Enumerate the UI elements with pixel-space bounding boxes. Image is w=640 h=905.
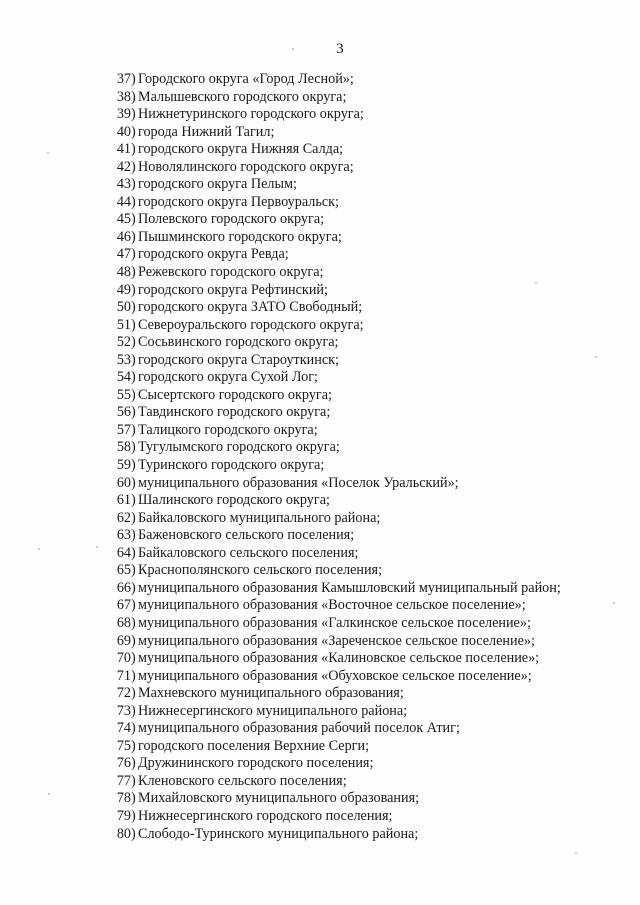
list-item-text: Краснополянского сельского поселения;	[138, 562, 383, 579]
list-item-paren: )	[131, 474, 136, 491]
list-item-paren: )	[131, 650, 136, 667]
municipality-list	[112, 71, 632, 843]
list-item	[112, 650, 632, 668]
list-item	[112, 194, 632, 212]
list-item-paren: )	[131, 492, 136, 509]
list-item	[112, 264, 632, 282]
list-item-number: 78	[116, 790, 131, 807]
list-item-text: города Нижний Тагил;	[138, 123, 275, 140]
list-item-number: 80	[116, 825, 131, 842]
list-item-paren: )	[131, 772, 136, 789]
list-item-text: Малышевского городского округа;	[138, 88, 347, 105]
list-item-paren: )	[131, 807, 136, 824]
list-item	[112, 246, 632, 264]
list-item-text: Нижнесергинского городского поселения;	[138, 807, 393, 824]
scan-speck	[47, 152, 49, 154]
list-item-number: 40	[116, 123, 131, 140]
list-item-text: Байкаловского сельского поселения;	[138, 544, 359, 561]
list-item-text: Слободо-Туринского муниципального района;	[138, 825, 419, 842]
list-item-number: 70	[116, 650, 131, 667]
list-item-paren: )	[131, 141, 136, 158]
list-item-number: 59	[116, 457, 131, 474]
list-item	[112, 492, 632, 510]
list-item-paren: )	[131, 439, 136, 456]
list-item-paren: )	[131, 176, 136, 193]
list-item-paren: )	[131, 246, 136, 263]
list-item-paren: )	[131, 334, 136, 351]
list-item-number: 71	[116, 667, 131, 684]
list-item-number: 62	[116, 509, 131, 526]
list-item-paren: )	[131, 281, 136, 298]
list-item-number: 66	[116, 579, 131, 596]
list-item-paren: )	[131, 299, 136, 316]
list-item	[112, 527, 632, 545]
list-item-paren: )	[131, 562, 136, 579]
list-item-number: 73	[116, 702, 131, 719]
list-item-text: городского округа Ревда;	[138, 246, 289, 263]
list-item	[112, 808, 632, 826]
list-item-number: 72	[116, 685, 131, 702]
list-item-number: 53	[116, 351, 131, 368]
list-item-paren: )	[131, 544, 136, 561]
list-item-number: 50	[116, 299, 131, 316]
list-item-paren: )	[131, 211, 136, 228]
list-item-text: Режевского городского округа;	[138, 264, 324, 281]
list-item	[112, 738, 632, 756]
scan-speck	[292, 48, 294, 50]
list-item-number: 43	[116, 176, 131, 193]
list-item	[112, 826, 632, 844]
list-item-paren: )	[131, 509, 136, 526]
scan-speck	[96, 546, 98, 548]
list-item-number: 55	[116, 386, 131, 403]
list-item	[112, 790, 632, 808]
list-item-paren: )	[131, 316, 136, 333]
scan-speck	[575, 852, 577, 854]
list-item-paren: )	[131, 193, 136, 210]
list-item	[112, 773, 632, 791]
list-item	[112, 562, 632, 580]
list-item	[112, 685, 632, 703]
page-number: 3	[336, 41, 344, 57]
list-item	[112, 106, 632, 124]
list-item-number: 56	[116, 404, 131, 421]
list-item-text: муниципального образования «Калиновское сельское поселение»;	[138, 650, 540, 667]
list-item-number: 57	[116, 421, 131, 438]
list-item-text: муниципального образования «Обуховское сельское поселение»;	[138, 667, 532, 684]
list-item	[112, 282, 632, 300]
scan-speck	[613, 602, 615, 604]
list-item	[112, 597, 632, 615]
list-item	[112, 580, 632, 598]
list-item	[112, 334, 632, 352]
list-item-text: городского поселения Верхние Серги;	[138, 737, 370, 754]
list-item-text: Тугулымского городского округа;	[138, 439, 340, 456]
list-item-paren: )	[131, 790, 136, 807]
list-item	[112, 703, 632, 721]
list-item	[112, 89, 632, 107]
list-item-text: городского округа Первоуральск;	[138, 193, 339, 210]
list-item-paren: )	[131, 685, 136, 702]
list-item-paren: )	[131, 579, 136, 596]
list-item-number: 79	[116, 807, 131, 824]
list-item-paren: )	[131, 737, 136, 754]
list-item-number: 64	[116, 544, 131, 561]
list-item-text: городского округа Сухой Лог;	[138, 369, 318, 386]
list-item-number: 61	[116, 492, 131, 509]
list-item-text: Сосьвинского городского округа;	[138, 334, 339, 351]
list-item-number: 67	[116, 597, 131, 614]
list-item	[112, 668, 632, 686]
list-item-text: Городского округа «Город Лесной»;	[138, 71, 354, 87]
list-item-paren: )	[131, 71, 136, 87]
list-item-paren: )	[131, 106, 136, 123]
list-item-text: Нижнесергинского муниципального района;	[138, 702, 408, 719]
list-item	[112, 755, 632, 773]
list-item-paren: )	[131, 720, 136, 737]
list-item-paren: )	[131, 228, 136, 245]
list-item-number: 46	[116, 228, 131, 245]
list-item-paren: )	[131, 667, 136, 684]
list-item-text: городского округа Староуткинск;	[138, 351, 339, 368]
list-item-text: Баженовского сельского поселения;	[138, 527, 355, 544]
list-item-text: Махневского муниципального образования;	[138, 685, 404, 702]
list-item	[112, 387, 632, 405]
list-item-number: 58	[116, 439, 131, 456]
list-item-text: Дружининского городского поселения;	[138, 755, 374, 772]
list-item-text: Новолялинского городского округа;	[138, 158, 354, 175]
list-item-text: муниципального образования «Поселок Уральский»;	[138, 474, 459, 491]
list-item-text: муниципального образования «Зареченское сельское поселение»;	[138, 632, 535, 649]
list-item	[112, 545, 632, 563]
scan-speck	[595, 356, 597, 358]
list-item-paren: )	[131, 369, 136, 386]
list-item	[112, 422, 632, 440]
list-item	[112, 404, 632, 422]
list-item	[112, 211, 632, 229]
list-item-paren: )	[131, 702, 136, 719]
list-item-number: 54	[116, 369, 131, 386]
list-item-number: 52	[116, 334, 131, 351]
list-item-paren: )	[131, 457, 136, 474]
list-item-text: муниципального образования «Восточное сельское поселение»;	[138, 597, 526, 614]
list-item	[112, 439, 632, 457]
list-item-number: 37	[116, 71, 131, 87]
list-item-text: муниципального образования рабочий поселок Атиг;	[138, 720, 460, 737]
list-item-text: Шалинского городского округа;	[138, 492, 330, 509]
list-item-paren: )	[131, 632, 136, 649]
list-item	[112, 457, 632, 475]
list-item	[112, 475, 632, 493]
list-item-number: 49	[116, 281, 131, 298]
list-item	[112, 369, 632, 387]
list-item-text: муниципального образования «Галкинское сельское поселение»;	[138, 614, 531, 631]
list-item-paren: )	[131, 597, 136, 614]
list-item-text: Кленовского сельского поселения;	[138, 772, 347, 789]
list-item-text: Североуральского городского округа;	[138, 316, 364, 333]
list-item	[112, 510, 632, 528]
list-item-text: городского округа Нижняя Салда;	[138, 141, 344, 158]
list-item-number: 44	[116, 193, 131, 210]
list-item-number: 75	[116, 737, 131, 754]
list-item-paren: )	[131, 88, 136, 105]
list-item-paren: )	[131, 755, 136, 772]
list-item	[112, 633, 632, 651]
list-item-text: городского округа Рефтинский;	[138, 281, 328, 298]
list-item-number: 65	[116, 562, 131, 579]
list-item-text: Байкаловского муниципального района;	[138, 509, 381, 526]
list-item-number: 76	[116, 755, 131, 772]
list-item-paren: )	[131, 825, 136, 842]
list-item	[112, 71, 632, 89]
list-item-number: 60	[116, 474, 131, 491]
list-item-paren: )	[131, 527, 136, 544]
list-item-text: Талицкого городского округа;	[138, 421, 318, 438]
list-item-number: 42	[116, 158, 131, 175]
list-item-number: 68	[116, 614, 131, 631]
list-item-text: Полевского городского округа;	[138, 211, 325, 228]
list-item-number: 63	[116, 527, 131, 544]
list-item-paren: )	[131, 123, 136, 140]
list-item-paren: )	[131, 264, 136, 281]
list-item-text: Михайловского муниципального образования;	[138, 790, 420, 807]
list-item	[112, 720, 632, 738]
list-item-number: 45	[116, 211, 131, 228]
list-item-number: 41	[116, 141, 131, 158]
scan-speck	[38, 548, 40, 550]
list-item-paren: )	[131, 158, 136, 175]
list-item	[112, 141, 632, 159]
list-item-number: 51	[116, 316, 131, 333]
scan-speck	[535, 282, 537, 284]
list-item-number: 48	[116, 264, 131, 281]
list-item-paren: )	[131, 421, 136, 438]
list-item	[112, 229, 632, 247]
list-item	[112, 299, 632, 317]
list-item-paren: )	[131, 386, 136, 403]
list-item	[112, 176, 632, 194]
list-item	[112, 352, 632, 370]
list-item-number: 69	[116, 632, 131, 649]
list-item-text: городского округа ЗАТО Свободный;	[138, 299, 363, 316]
list-item	[112, 124, 632, 142]
list-item-text: Туринского городского округа;	[138, 457, 325, 474]
list-item-text: городского округа Пелым;	[138, 176, 297, 193]
list-item-text: Сысертского городского округа;	[138, 386, 332, 403]
list-item-number: 39	[116, 106, 131, 123]
list-item	[112, 159, 632, 177]
scan-speck	[48, 793, 50, 795]
list-item-number: 47	[116, 246, 131, 263]
list-item-text: Нижнетуринского городского округа;	[138, 106, 364, 123]
list-item-paren: )	[131, 404, 136, 421]
list-item-number: 38	[116, 88, 131, 105]
list-item-paren: )	[131, 351, 136, 368]
list-item-number: 77	[116, 772, 131, 789]
list-item	[112, 615, 632, 633]
list-item	[112, 317, 632, 335]
list-item-paren: )	[131, 614, 136, 631]
list-item-text: муниципального образования Камышловский муниципальный район;	[138, 579, 561, 596]
list-item-number: 74	[116, 720, 131, 737]
list-item-text: Тавдинского городского округа;	[138, 404, 331, 421]
list-item-text: Пышминского городского округа;	[138, 228, 342, 245]
